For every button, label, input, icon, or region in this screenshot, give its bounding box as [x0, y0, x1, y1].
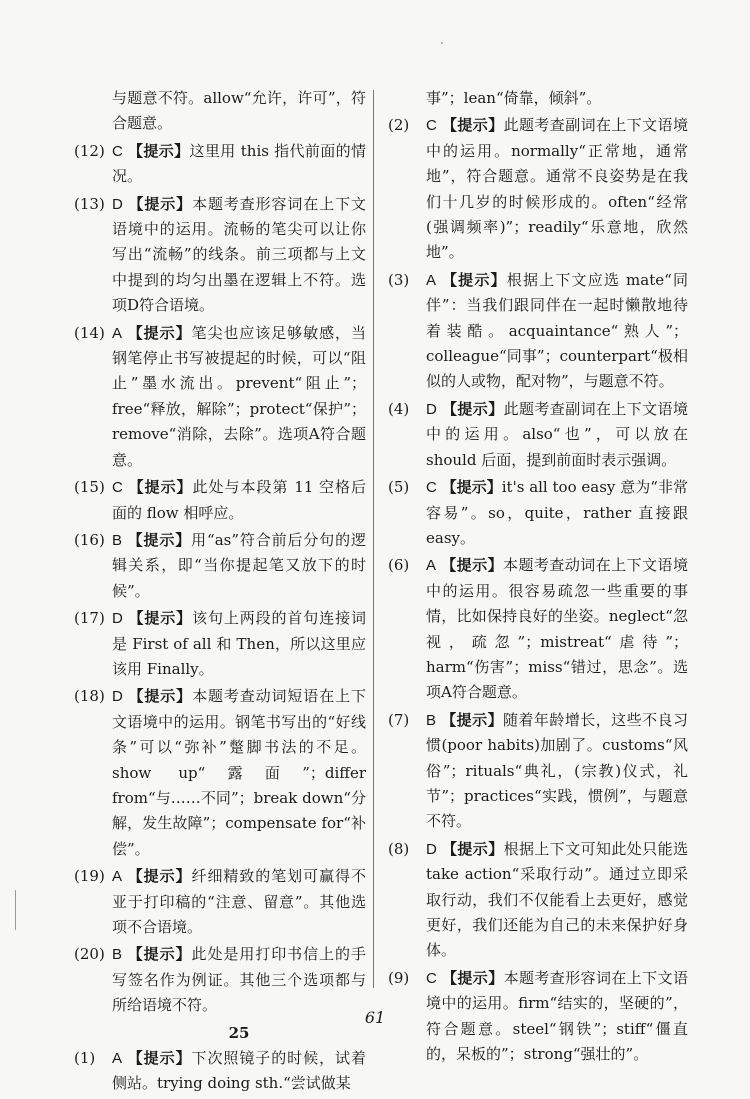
question-number: (17)	[74, 609, 105, 628]
answer-item	[74, 475, 366, 526]
answer-letter: B	[426, 711, 437, 729]
explanation-text: 纤细精致的笔划可赢得不亚于打印稿的“注意、留意”。其他选项不合语境。	[112, 867, 366, 936]
answer-letter: B	[112, 531, 123, 549]
explanation-text: 随着年龄增长，这些不良习惯(poor habits)加剧了。customs“风俗”；rituals“典礼，(宗教)仪式，礼节”；practices“实践，惯例”，与题意不符。	[426, 710, 688, 831]
hint-label: 【提示】	[442, 116, 504, 135]
right-column	[388, 86, 688, 1069]
question-number: (9)	[388, 968, 410, 987]
explanation-text: it's all too easy 意为“非常容易”。so，quite，rather 直接跟 easy。	[426, 478, 688, 547]
answer-item	[74, 528, 366, 604]
answer-letter: A	[112, 324, 123, 342]
explanation-text: 本题考查形容词在上下文语境中的运用。firm“结实的，坚硬的”，符合题意。steel“钢铁”；stiff“僵直的，呆板的”；strong“强壮的”。	[426, 968, 688, 1064]
answer-item	[74, 192, 366, 319]
hint-label: 【提示】	[441, 478, 502, 497]
answer-item	[388, 708, 688, 835]
hint-label: 【提示】	[128, 609, 193, 628]
question-number: (13)	[74, 194, 105, 213]
hint-label: 【提示】	[128, 194, 193, 213]
answer-letter: A	[426, 271, 437, 289]
explanation-text: 本题考查动词短语在上下文语境中的运用。钢笔书写出的“好线条”可以“弥补”蹩脚书法的不足。show up“露面”；differ from“与……不同”；break down“分解，发生故障”；compensate for“补偿”。	[112, 687, 366, 858]
section-number: 25	[228, 1023, 250, 1042]
left-answer-list-section-25	[74, 1046, 366, 1097]
explanation-text: 此处与本段第 11 空格后面的 flow 相呼应。	[112, 478, 366, 522]
answer-letter: C	[112, 479, 123, 497]
question-number: (20)	[74, 945, 105, 964]
hint-label: 【提示】	[442, 399, 504, 418]
answer-item	[388, 553, 688, 705]
answer-letter: A	[112, 868, 123, 886]
question-number: (19)	[74, 867, 105, 886]
question-number: (18)	[74, 687, 105, 706]
question-number: (14)	[74, 323, 105, 342]
answer-item	[74, 1046, 366, 1097]
left-column	[74, 86, 366, 1099]
hint-label: 【提示】	[441, 270, 507, 289]
explanation-text: 本题考查形容词在上下文语境中的运用。流畅的笔尖可以让你写出“流畅”的线条。前三项都与上文中提到的均匀出墨在逻辑上不符。选项D符合语境。	[112, 194, 366, 315]
answer-item	[74, 684, 366, 862]
answer-letter: B	[112, 946, 123, 964]
explanation-text: 下次照镜子的时候，试着侧站。trying doing sth.“尝试做某	[112, 1049, 366, 1093]
left-lead-in: 与题意不符。allow“允许，许可”，符合题意。	[112, 89, 366, 133]
answer-item	[388, 268, 688, 395]
answer-letter: C	[112, 142, 123, 160]
question-number: (1)	[74, 1049, 96, 1068]
answer-item	[388, 113, 688, 265]
explanation-text: 笔尖也应该足够敏感，当钢笔停止书写被提起的时候，可以“阻止”墨水流出。prevent“阻止”；free“释放，解除”；protect“保护”；remove“消除，去除”。选项A符合题意。	[112, 323, 366, 469]
question-number: (15)	[74, 478, 105, 497]
answer-letter: D	[112, 195, 123, 213]
hint-label: 【提示】	[128, 687, 193, 706]
question-number: (12)	[74, 141, 105, 160]
scan-speck	[441, 42, 443, 44]
answer-letter: D	[426, 840, 437, 858]
hint-label: 【提示】	[127, 530, 192, 549]
answer-item	[388, 397, 688, 473]
question-number: (16)	[74, 530, 105, 549]
answer-item	[74, 864, 366, 940]
question-number: (6)	[388, 556, 410, 575]
hint-label: 【提示】	[127, 867, 192, 886]
question-number: (4)	[388, 399, 410, 418]
answer-item	[74, 606, 366, 682]
answer-letter: D	[426, 400, 437, 418]
right-lead-in: 事”；lean“倚靠，倾斜”。	[426, 89, 602, 107]
answer-letter: A	[426, 557, 437, 575]
question-number: (5)	[388, 478, 410, 497]
hint-label: 【提示】	[441, 710, 504, 729]
answer-item	[388, 475, 688, 551]
question-number: (7)	[388, 710, 410, 729]
answer-letter: C	[426, 969, 437, 987]
explanation-text: 此题考查副词在上下文语境中的运用。normally“正常地，通常地”，符合题意。通常不良姿势是在我们十几岁的时候形成的。often“经常(强调频率)”；readily“乐意地，欣然地”。	[426, 116, 688, 262]
explanation-text: 本题考查动词在上下文语境中的运用。很容易疏忽一些重要的事情，比如保持良好的坐姿。neglect“忽视，疏忽”；mistreat“虐待”；harm“伤害”；miss“错过，思念”。选项A符合题意。	[426, 556, 688, 702]
answer-item	[74, 321, 366, 473]
answer-item	[74, 139, 366, 190]
page-number: 61	[364, 1008, 386, 1027]
hint-label: 【提示】	[128, 478, 193, 497]
answer-letter: D	[112, 688, 123, 706]
explanation-text: 该句上两段的首句连接词是 First of all 和 Then，所以这里应该用 Finally。	[112, 609, 366, 678]
answer-letter: C	[426, 117, 437, 135]
scan-edge-mark	[15, 890, 16, 930]
watermark-logo	[602, 1000, 742, 1044]
answer-letter: D	[112, 610, 123, 628]
question-number: (2)	[388, 116, 410, 135]
right-answer-list	[388, 113, 688, 1067]
explanation-text: 根据上下文可知此处只能选 take action“采取行动”。通过立即采取行动，我们不仅能看上去更好，感觉更好，我们还能为自己的未来保护好身体。	[426, 839, 688, 960]
column-divider	[373, 90, 374, 988]
explanation-text: 此题考查副词在上下文语境中的运用。also“也”，可以放在 should 后面，提到前面时表示强调。	[426, 399, 688, 469]
hint-label: 【提示】	[442, 839, 504, 858]
hint-label: 【提示】	[127, 945, 192, 964]
question-number: (8)	[388, 839, 410, 858]
hint-label: 【提示】	[127, 323, 192, 342]
answer-letter: A	[112, 1050, 123, 1068]
hint-label: 【提示】	[128, 141, 190, 160]
explanation-text: 这里用 this 指代前面的情况。	[112, 141, 366, 186]
hint-label: 【提示】	[127, 1049, 192, 1068]
explanation-text: 此处是用打印书信上的手写签名作为例证。其他三个选项都与所给语境不符。	[112, 945, 366, 1015]
explanation-text: 根据上下文应选 mate“同伴”：当我们跟同伴在一起时懒散地待着装酷。acquaintance“熟人”；colleague“同事”；counterpart“极相似的人或物，配对物”，与题意不符。	[426, 270, 688, 391]
left-answer-list	[74, 139, 366, 1019]
question-number: (3)	[388, 270, 410, 289]
hint-label: 【提示】	[442, 968, 504, 987]
hint-label: 【提示】	[441, 556, 504, 575]
explanation-text: 用“as”符合前后分句的逻辑关系，即“当你提起笔又放下的时候”。	[112, 530, 366, 600]
answer-letter: C	[426, 479, 437, 497]
answer-item	[388, 837, 688, 964]
